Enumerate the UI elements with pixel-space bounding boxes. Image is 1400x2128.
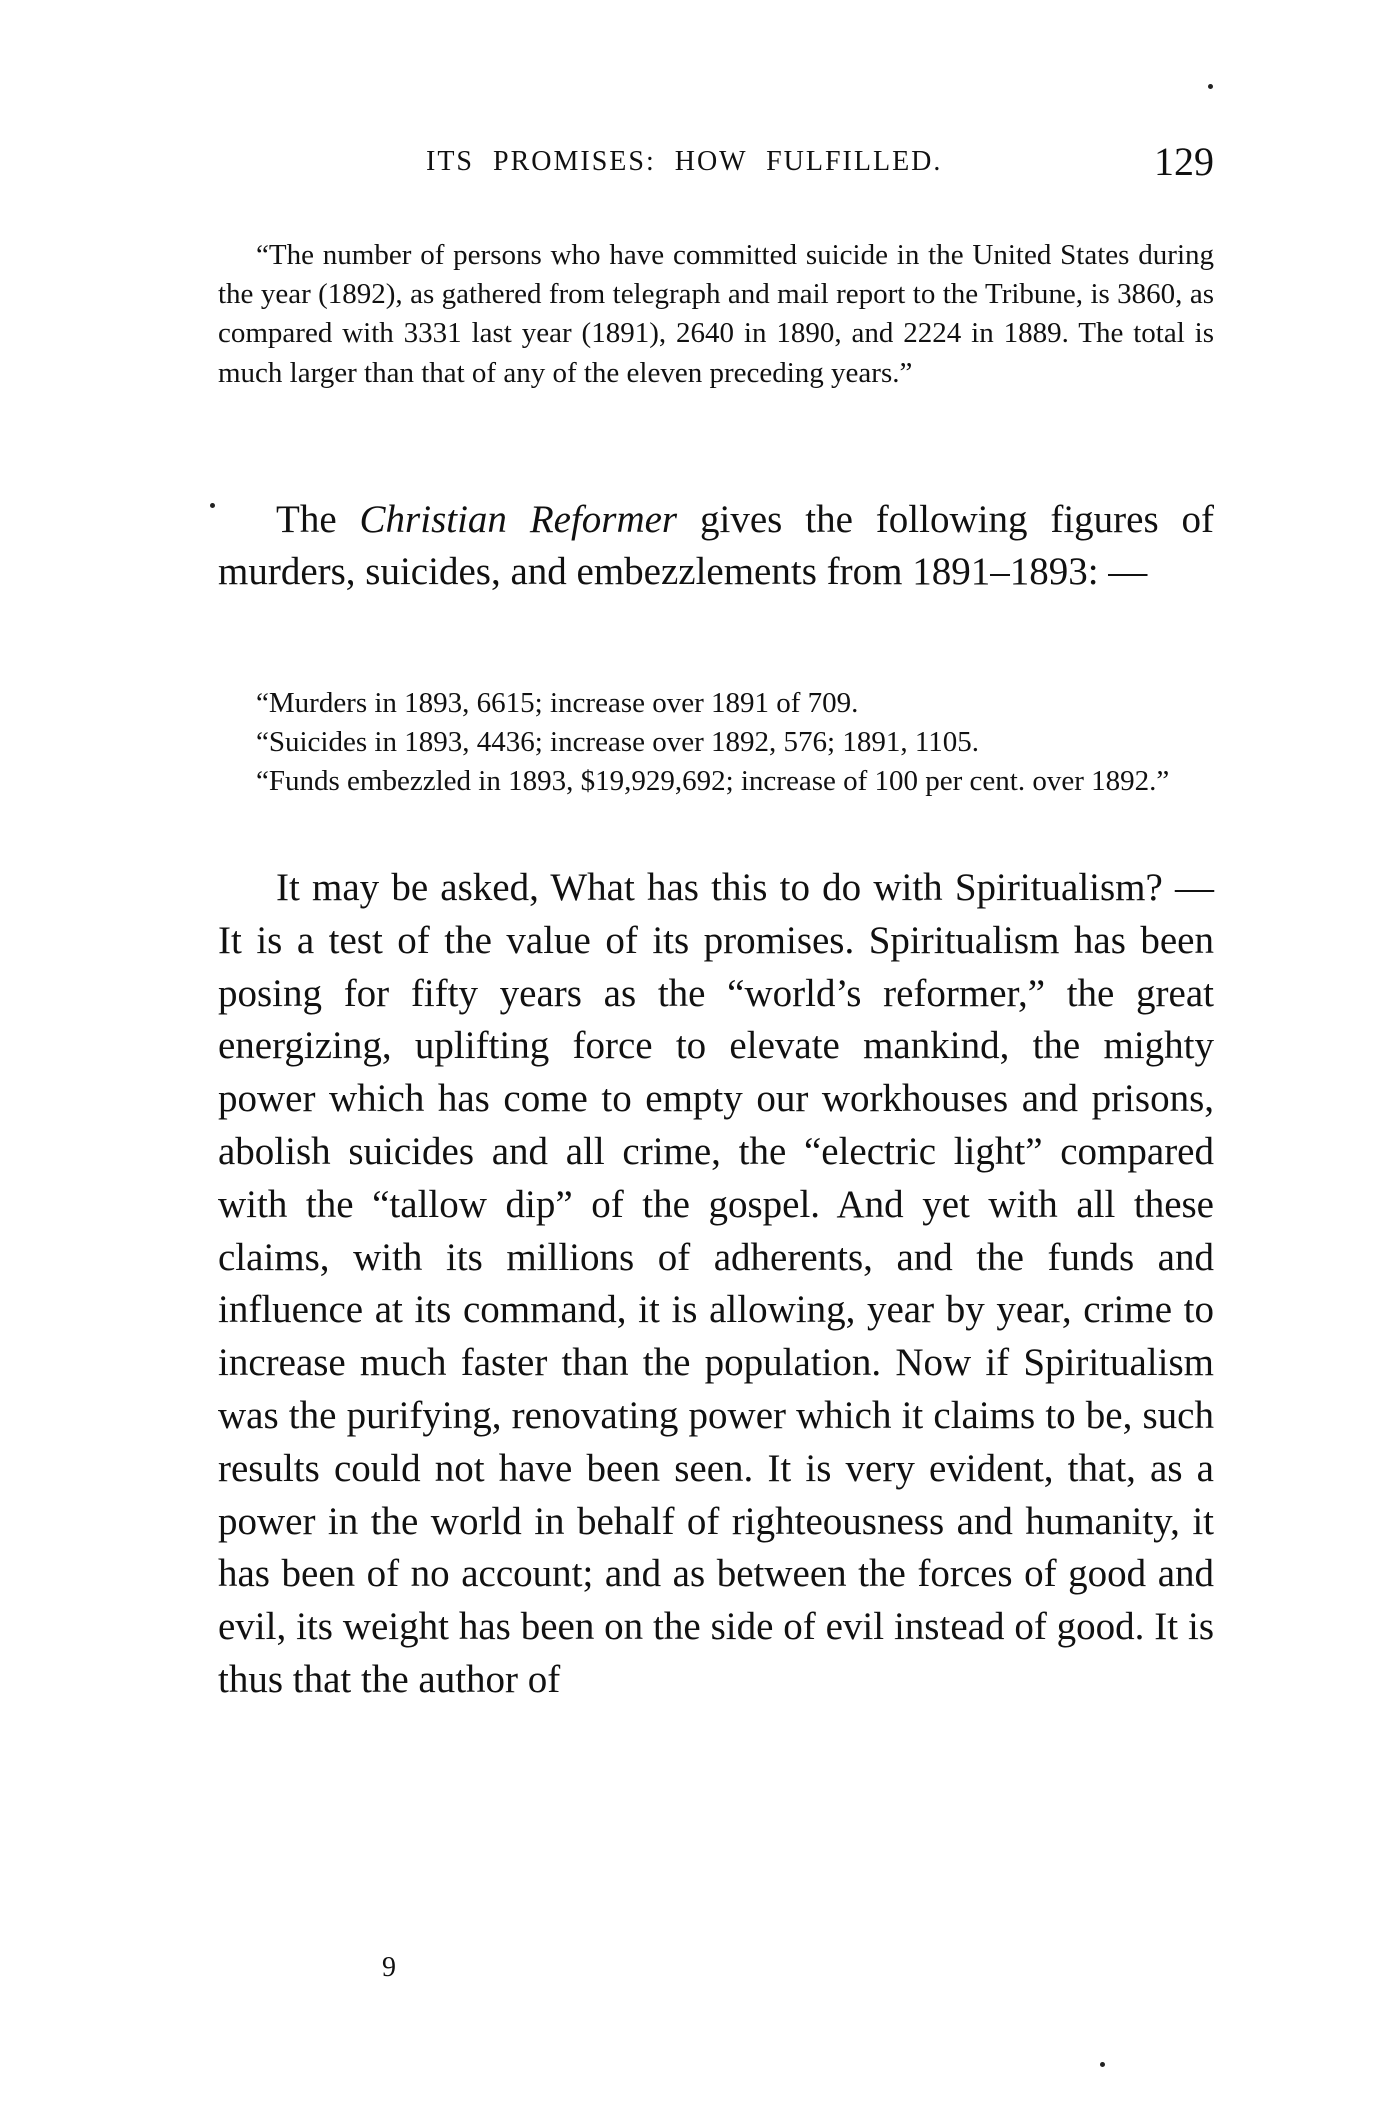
speck-mark — [1100, 2062, 1105, 2067]
crime-statistics-quote — [218, 684, 1214, 802]
intro-before: The — [276, 498, 337, 541]
speck-mark — [210, 503, 215, 508]
suicide-statistics-quote — [218, 236, 1214, 393]
signature-mark: 9 — [382, 1952, 396, 1983]
quote-paragraph: “The number of persons who have committed suicide in the United States during the year (1892), as gathered from telegraph and mail report to the Tribune, is 3860, as compared with 3331 last year (1891), 2640 in 1890, and 2224 in 1889. The total is much larger than that of any of the eleven preceding years.” — [218, 239, 1214, 389]
main-paragraph: It may be asked, What has this to do with Spiritualism? — It is a test of the value of its promises. Spiritualism has been posing for fifty years as the “world’s reformer,” the great energizing, uplifting force to elevate mankind, the mighty power which has come to empty our workhouses and prisons, abolish suicides and all crime, the “electric light” compared with the “tallow dip” of the gospel. And yet with all these claims, with its millions of adherents, and the funds and influence at its command, it is allowing, year by year, crime to increase much faster than the population. Now if Spiritualism was the purifying, renovating power which it claims to be, such results could not have been seen. It is very evident, that, as a power in the world in behalf of righteousness and humanity, it has been of no account; and as between the forces of good and evil, its weight has been on the side of evil instead of good. It is thus that the author of — [218, 866, 1214, 1701]
speck-mark — [1208, 84, 1213, 89]
suicides-line: “Suicides in 1893, 4436; increase over 1892, 576; 1891, 1105. — [256, 726, 980, 759]
embezzlement-line: “Funds embezzled in 1893, $19,929,692; increase of 100 per cent. over 1892.” — [256, 765, 1170, 798]
page-header — [218, 138, 1214, 198]
page-number: 129 — [1154, 139, 1214, 184]
intro-after: gives the following figures of murders, suicides, and embezzlements from 1891–1893: — — [218, 498, 1215, 593]
murders-line: “Murders in 1893, 6615; increase over 1891 of 709. — [256, 687, 859, 719]
publication-title: Christian Reformer — [359, 498, 678, 541]
intro-paragraph — [218, 494, 1214, 598]
running-head: ITS PROMISES: HOW FULFILLED. — [426, 146, 943, 177]
